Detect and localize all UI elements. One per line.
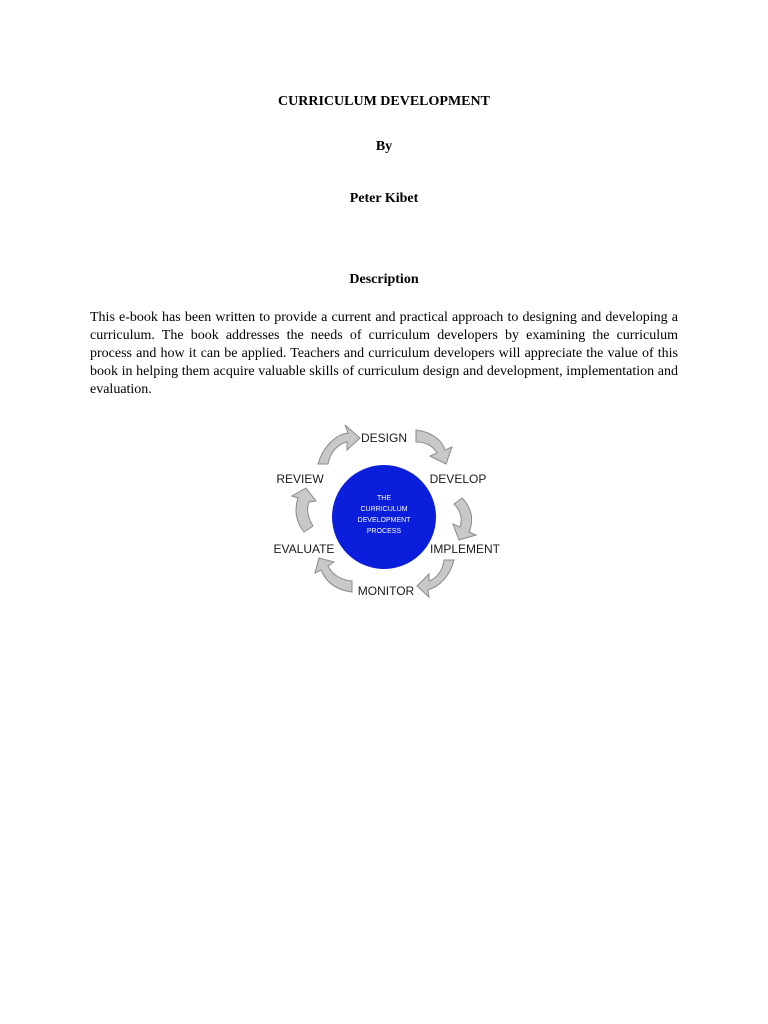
arrow-design-to-develop-icon: [416, 430, 452, 464]
stage-label-design: DESIGN: [360, 431, 408, 445]
author-name: Peter Kibet: [349, 191, 419, 206]
stage-label-monitor: MONITOR: [357, 584, 415, 598]
stage-label-evaluate: EVALUATE: [273, 542, 335, 556]
center-label-line3: DEVELOPMENT: [357, 517, 411, 524]
description-heading: Description: [349, 272, 419, 287]
center-label-line4: PROCESS: [366, 528, 402, 535]
arrow-evaluate-to-review-icon: [292, 488, 316, 532]
description-paragraph: This e-book has been written to provide a current and practical approach to designing and developing a curriculum. The book addresses the needs of curriculum developers by examining the curriculum process and how it can be applied. Teachers and curriculum developers will appreciate the value of this book in helping them acquire valuable skills of curriculum design and development, implementation and evaluation.: [90, 310, 678, 397]
center-label-line1: THE: [377, 495, 391, 502]
document-title: CURRICULUM DEVELOPMENT: [278, 94, 490, 109]
stage-label-implement: IMPLEMENT: [429, 542, 501, 556]
arrow-monitor-to-evaluate-icon: [315, 558, 352, 592]
center-label-line2: CURRICULUM: [360, 506, 408, 513]
byline: By: [375, 139, 393, 154]
arrow-review-to-design-icon: [318, 425, 360, 464]
stage-label-review: REVIEW: [276, 472, 324, 486]
stage-label-develop: DEVELOP: [429, 472, 487, 486]
curriculum-cycle-diagram: [266, 420, 506, 604]
arrow-develop-to-implement-icon: [453, 498, 476, 540]
arrow-implement-to-monitor-icon: [417, 560, 454, 597]
